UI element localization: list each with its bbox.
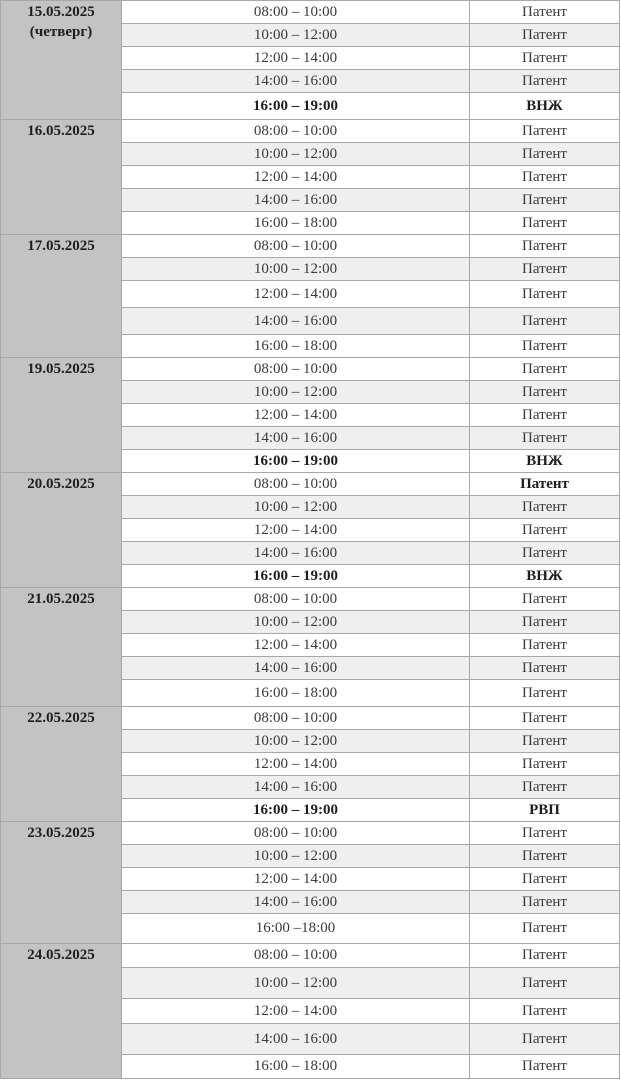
document-type-cell: Патент: [470, 70, 620, 93]
time-slot-cell: 14:00 – 16:00: [122, 542, 470, 565]
time-slot-cell: 10:00 – 12:00: [122, 143, 470, 166]
time-slot-cell: 08:00 – 10:00: [122, 588, 470, 611]
time-slot-cell: 12:00 – 14:00: [122, 999, 470, 1024]
document-type-cell: Патент: [470, 891, 620, 914]
document-type-cell: Патент: [470, 1, 620, 24]
time-slot-cell: 08:00 – 10:00: [122, 358, 470, 381]
time-slot-cell: 12:00 – 14:00: [122, 47, 470, 70]
time-slot-cell: 10:00 – 12:00: [122, 730, 470, 753]
document-type-cell: Патент: [470, 427, 620, 450]
date-cell: [1, 235, 122, 358]
document-type-cell: Патент: [470, 611, 620, 634]
table-row: [1, 235, 620, 258]
time-slot-cell: 10:00 – 12:00: [122, 496, 470, 519]
time-slot-cell: 16:00 – 18:00: [122, 680, 470, 707]
time-slot-cell: 10:00 – 12:00: [122, 845, 470, 868]
date-label: 23.05.2025: [27, 825, 95, 841]
time-slot-cell: 10:00 – 12:00: [122, 24, 470, 47]
document-type-cell: Патент: [470, 944, 620, 968]
time-slot-cell: 12:00 – 14:00: [122, 634, 470, 657]
time-slot-cell: 12:00 – 14:00: [122, 753, 470, 776]
document-type-cell: Патент: [470, 776, 620, 799]
document-type-cell: Патент: [470, 358, 620, 381]
date-cell: [1, 588, 122, 707]
time-slot-cell: 08:00 – 10:00: [122, 1, 470, 24]
table-row: [1, 822, 620, 845]
date-label: 16.05.2025: [27, 123, 95, 139]
document-type-cell: Патент: [470, 868, 620, 891]
table-row: [1, 358, 620, 381]
document-type-cell: Патент: [470, 707, 620, 730]
date-label: 21.05.2025: [27, 591, 95, 607]
document-type-cell: Патент: [470, 24, 620, 47]
date-cell: [1, 358, 122, 473]
time-slot-cell: 14:00 – 16:00: [122, 891, 470, 914]
date-label: 15.05.2025: [27, 4, 95, 20]
time-slot-cell: 08:00 – 10:00: [122, 473, 470, 496]
document-type-cell: Патент: [470, 1055, 620, 1079]
table-row: [1, 1, 620, 24]
document-type-cell: Патент: [470, 496, 620, 519]
time-slot-cell: 16:00 – 18:00: [122, 212, 470, 235]
date-label: 20.05.2025: [27, 476, 95, 492]
document-type-cell: Патент: [470, 258, 620, 281]
time-slot-cell: 16:00 – 19:00: [122, 799, 470, 822]
document-type-cell: Патент: [470, 143, 620, 166]
time-slot-cell: 16:00 – 19:00: [122, 450, 470, 473]
document-type-cell: Патент: [470, 404, 620, 427]
time-slot-cell: 14:00 – 16:00: [122, 189, 470, 212]
time-slot-cell: 10:00 – 12:00: [122, 381, 470, 404]
time-slot-cell: 16:00 –18:00: [122, 914, 470, 944]
document-type-cell: Патент: [470, 680, 620, 707]
date-cell: [1, 944, 122, 1079]
document-type-cell: Патент: [470, 120, 620, 143]
document-type-cell: Патент: [470, 968, 620, 999]
time-slot-cell: 10:00 – 12:00: [122, 968, 470, 999]
time-slot-cell: 16:00 – 18:00: [122, 1055, 470, 1079]
time-slot-cell: 16:00 – 19:00: [122, 565, 470, 588]
time-slot-cell: 16:00 – 19:00: [122, 93, 470, 120]
document-type-cell: Патент: [470, 845, 620, 868]
time-slot-cell: 08:00 – 10:00: [122, 235, 470, 258]
document-type-cell: Патент: [470, 542, 620, 565]
table-row: [1, 588, 620, 611]
document-type-cell: РВП: [470, 799, 620, 822]
time-slot-cell: 14:00 – 16:00: [122, 427, 470, 450]
time-slot-cell: 12:00 – 14:00: [122, 868, 470, 891]
document-type-cell: Патент: [470, 281, 620, 308]
schedule-body: [1, 1, 620, 1079]
time-slot-cell: 16:00 – 18:00: [122, 335, 470, 358]
document-type-cell: Патент: [470, 381, 620, 404]
document-type-cell: Патент: [470, 999, 620, 1024]
document-type-cell: Патент: [470, 588, 620, 611]
document-type-cell: Патент: [470, 189, 620, 212]
document-type-cell: ВНЖ: [470, 450, 620, 473]
time-slot-cell: 10:00 – 12:00: [122, 258, 470, 281]
time-slot-cell: 14:00 – 16:00: [122, 308, 470, 335]
time-slot-cell: 10:00 – 12:00: [122, 611, 470, 634]
document-type-cell: ВНЖ: [470, 565, 620, 588]
table-row: [1, 120, 620, 143]
document-type-cell: Патент: [470, 235, 620, 258]
document-type-cell: Патент: [470, 822, 620, 845]
weekday-label: (четверг): [29, 23, 93, 40]
document-type-cell: Патент: [470, 634, 620, 657]
document-type-cell: Патент: [470, 730, 620, 753]
time-slot-cell: 08:00 – 10:00: [122, 707, 470, 730]
document-type-cell: Патент: [470, 657, 620, 680]
document-type-cell: Патент: [470, 335, 620, 358]
document-type-cell: Патент: [470, 47, 620, 70]
document-type-cell: Патент: [470, 212, 620, 235]
document-type-cell: Патент: [470, 308, 620, 335]
date-cell: [1, 822, 122, 944]
date-label: 22.05.2025: [27, 710, 95, 726]
time-slot-cell: 14:00 – 16:00: [122, 1024, 470, 1055]
document-type-cell: Патент: [470, 753, 620, 776]
date-cell: [1, 120, 122, 235]
time-slot-cell: 08:00 – 10:00: [122, 822, 470, 845]
date-cell: [1, 1, 122, 120]
date-label: 24.05.2025: [27, 947, 95, 963]
time-slot-cell: 12:00 – 14:00: [122, 166, 470, 189]
date-cell: [1, 473, 122, 588]
document-type-cell: Патент: [470, 914, 620, 944]
time-slot-cell: 12:00 – 14:00: [122, 281, 470, 308]
date-label: 19.05.2025: [27, 361, 95, 377]
document-type-cell: Патент: [470, 473, 620, 496]
time-slot-cell: 14:00 – 16:00: [122, 657, 470, 680]
time-slot-cell: 14:00 – 16:00: [122, 776, 470, 799]
document-type-cell: ВНЖ: [470, 93, 620, 120]
date-label: 17.05.2025: [27, 238, 95, 254]
time-slot-cell: 08:00 – 10:00: [122, 120, 470, 143]
table-row: [1, 707, 620, 730]
document-type-cell: Патент: [470, 166, 620, 189]
time-slot-cell: 12:00 – 14:00: [122, 519, 470, 542]
time-slot-cell: 08:00 – 10:00: [122, 944, 470, 968]
time-slot-cell: 12:00 – 14:00: [122, 404, 470, 427]
document-type-cell: Патент: [470, 519, 620, 542]
table-row: [1, 473, 620, 496]
table-row: [1, 944, 620, 968]
date-cell: [1, 707, 122, 822]
time-slot-cell: 14:00 – 16:00: [122, 70, 470, 93]
document-type-cell: Патент: [470, 1024, 620, 1055]
